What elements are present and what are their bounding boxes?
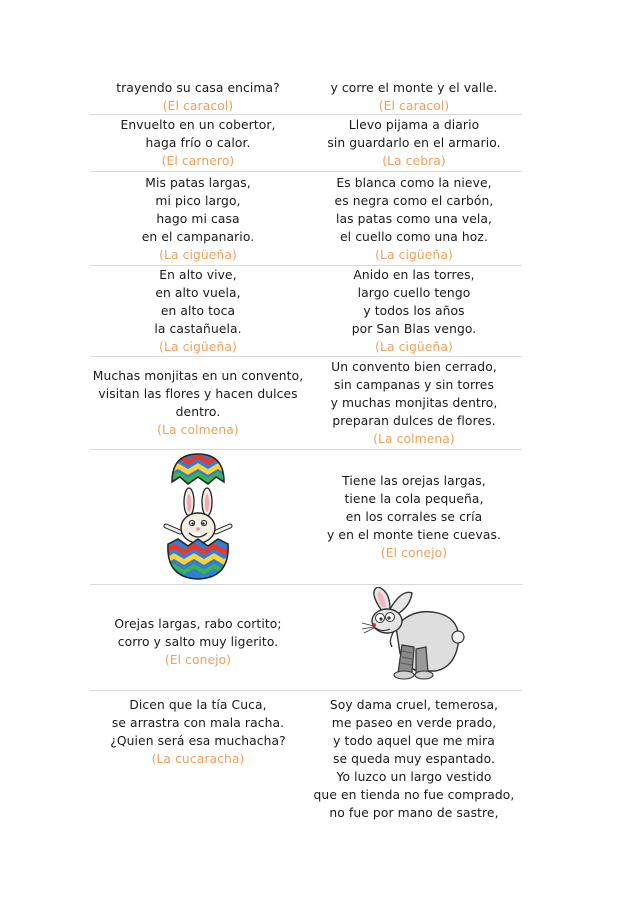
- riddle-line: en alto vuela,: [155, 286, 241, 300]
- riddle-answer: (El conejo): [380, 546, 448, 560]
- riddle-line: y todos los años: [363, 304, 465, 318]
- riddle-cell-right: [306, 70, 522, 114]
- riddle-answer: (La cigüeña): [375, 340, 453, 354]
- riddle-line: Llevo pijama a diario: [348, 118, 480, 132]
- riddle-row: [90, 70, 522, 115]
- riddle-cell-right: [306, 357, 522, 449]
- riddle-line: se arrastra con mala racha.: [111, 716, 285, 730]
- riddle-line: sin campanas y sin torres: [334, 378, 494, 392]
- riddle-cell-right: [306, 172, 522, 265]
- riddle-cell-right: [306, 585, 522, 690]
- riddle-line: por San Blas vengo.: [351, 322, 477, 336]
- riddle-cell-right: [306, 450, 522, 584]
- riddle-line: trayendo su casa encima?: [116, 81, 280, 95]
- riddle-table: [90, 70, 522, 831]
- riddle-answer: (El conejo): [164, 652, 232, 667]
- riddle-cell-right: [306, 266, 522, 356]
- riddle-line: y muchas monjitas dentro,: [330, 396, 498, 410]
- riddle-answer: (El carnero): [161, 154, 235, 168]
- riddle-line: Envuelto en un cobertor,: [120, 118, 276, 132]
- riddle-answer: (La cucaracha): [151, 752, 245, 766]
- riddle-line: en el campanario.: [141, 229, 255, 244]
- riddle-cell-left: [90, 450, 306, 584]
- riddle-answer: (La cigüeña): [159, 247, 237, 262]
- riddle-line: preparan dulces de flores.: [332, 414, 496, 428]
- riddle-cell-right: [306, 115, 522, 171]
- riddle-line: el cuello como una hoz.: [340, 229, 488, 244]
- riddle-line: Anido en las torres,: [353, 268, 475, 282]
- riddle-line: en alto toca: [160, 304, 236, 318]
- riddle-line: y todo aquel que me mira: [333, 734, 495, 748]
- riddle-line: en los corrales se cría: [345, 510, 483, 524]
- riddle-line: Dicen que la tía Cuca,: [129, 698, 267, 712]
- riddle-answer: (La colmena): [157, 423, 239, 437]
- riddle-cell-left: [90, 585, 306, 690]
- riddle-line: Muchas monjitas en un convento,: [92, 369, 304, 383]
- riddle-answer: (La colmena): [373, 432, 455, 446]
- riddle-line: Tiene las orejas largas,: [342, 474, 486, 488]
- riddle-cell-left: [90, 357, 306, 449]
- riddle-line: que en tienda no fue comprado,: [313, 788, 515, 802]
- riddle-line: no fue por mano de sastre,: [329, 806, 499, 820]
- riddle-line: me paseo en verde prado,: [331, 716, 497, 730]
- riddle-row: [90, 691, 522, 831]
- gray-rabbit-image: [354, 587, 474, 683]
- riddle-line: Orejas largas, rabo cortito;: [114, 616, 282, 631]
- riddle-answer: (El caracol): [378, 99, 450, 113]
- riddle-line: es negra como el carbón,: [334, 193, 494, 208]
- riddle-row: [90, 357, 522, 450]
- riddle-line: haga frío o calor.: [145, 136, 251, 150]
- riddle-answer: (La cebra): [382, 154, 446, 168]
- riddle-line: ¿Quien será esa muchacha?: [110, 734, 286, 748]
- riddle-line: la castañuela.: [154, 322, 242, 336]
- riddle-cell-left: [90, 172, 306, 265]
- riddle-cell-left: [90, 70, 306, 114]
- riddle-line: y en el monte tiene cuevas.: [327, 528, 501, 542]
- riddle-line: mi pico largo,: [155, 193, 241, 208]
- riddle-line: visitan las flores y hacen dulces: [98, 387, 298, 401]
- riddle-answer: (El caracol): [162, 99, 234, 113]
- riddle-cell-right: [306, 691, 522, 831]
- riddle-line: sin guardarlo en el armario.: [327, 136, 501, 150]
- riddle-line: y corre el monte y el valle.: [330, 81, 498, 95]
- riddle-row: [90, 450, 522, 585]
- riddle-line: las patas como una vela,: [335, 211, 493, 226]
- riddle-cell-left: [90, 266, 306, 356]
- riddle-row: [90, 266, 522, 357]
- riddle-line: Un convento bien cerrado,: [331, 360, 497, 374]
- riddle-line: se queda muy espantado.: [332, 752, 496, 766]
- riddle-line: dentro.: [175, 405, 221, 419]
- riddle-line: largo cuello tengo: [357, 286, 471, 300]
- riddle-answer: (La cigüeña): [375, 247, 453, 262]
- riddle-cell-left: [90, 691, 306, 831]
- riddle-answer: (La cigüeña): [159, 340, 237, 354]
- riddle-line: hago mi casa: [156, 211, 240, 226]
- riddle-line: En alto vive,: [159, 268, 237, 282]
- riddle-line: corro y salto muy ligerito.: [117, 634, 279, 649]
- riddle-cell-left: [90, 115, 306, 171]
- riddle-line: Yo luzco un largo vestido: [336, 770, 492, 784]
- bunny-in-easter-egg-image: [158, 452, 238, 582]
- riddle-row: [90, 172, 522, 266]
- riddle-line: Soy dama cruel, temerosa,: [329, 698, 499, 712]
- riddle-line: tiene la cola pequeña,: [344, 492, 484, 506]
- riddle-line: Es blanca como la nieve,: [336, 175, 492, 190]
- riddle-row: [90, 115, 522, 172]
- riddle-line: Mis patas largas,: [145, 175, 251, 190]
- riddle-row: [90, 585, 522, 691]
